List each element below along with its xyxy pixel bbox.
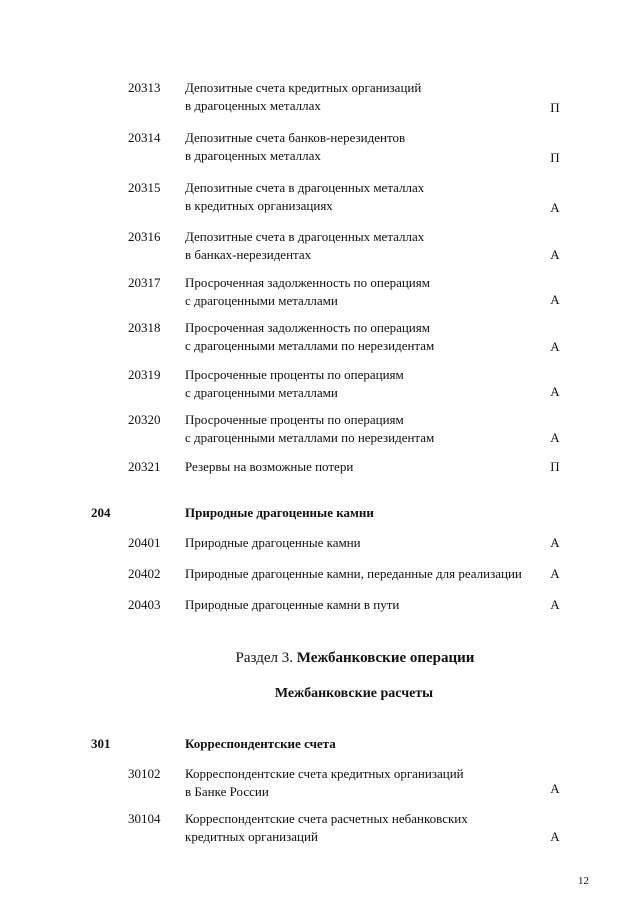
account-type: А <box>550 247 560 262</box>
account-description <box>185 765 530 801</box>
description-line: с драгоценными металлами по нерезидентам <box>185 338 435 353</box>
account-code: 20316 <box>128 229 161 244</box>
account-type: А <box>550 292 560 307</box>
description-line: в кредитных организациях <box>185 198 333 213</box>
account-type: А <box>550 597 560 612</box>
subsection-title: Межбанковские расчеты <box>274 686 434 701</box>
account-description <box>185 79 530 115</box>
account-code: 20318 <box>128 320 161 335</box>
section-title: Межбанковские операции <box>296 650 475 666</box>
description-line: Просроченная задолженность по операциям <box>185 320 430 335</box>
account-type: П <box>550 150 560 165</box>
description-line: с драгоценными металлами по нерезидентам <box>185 430 435 445</box>
account-type: А <box>550 200 560 215</box>
group-title-text: Корреспондентские счета <box>185 736 336 751</box>
account-description <box>185 565 530 583</box>
account-code: 20317 <box>128 275 161 290</box>
description-line: с драгоценными металлами <box>185 293 338 308</box>
group-title <box>185 504 530 522</box>
account-code: 20320 <box>128 412 161 427</box>
group-title-text: Природные драгоценные камни <box>185 505 374 520</box>
section-heading <box>0 648 640 668</box>
description-line: кредитных организаций <box>185 829 318 844</box>
account-description <box>185 810 530 846</box>
account-type: П <box>550 459 560 474</box>
group-title <box>185 735 530 753</box>
description-line: с драгоценными металлами <box>185 385 338 400</box>
group-code: 301 <box>91 736 111 751</box>
description-line: Просроченные проценты по операциям <box>185 412 404 427</box>
account-code: 20401 <box>128 535 161 550</box>
description-line: Природные драгоценные камни, переданные для реализации <box>185 566 522 581</box>
account-code: 20315 <box>128 180 161 195</box>
account-type: А <box>550 339 560 354</box>
account-type: А <box>550 430 560 445</box>
page-number: 12 <box>578 875 589 887</box>
account-type: А <box>550 535 560 550</box>
account-code: 20314 <box>128 130 161 145</box>
description-line: Природные драгоценные камни <box>185 535 361 550</box>
account-description <box>185 596 530 614</box>
section-prefix: Раздел 3. <box>235 650 297 666</box>
description-line: в драгоценных металлах <box>185 98 321 113</box>
account-code: 20403 <box>128 597 161 612</box>
description-line: Депозитные счета банков-нерезидентов <box>185 130 406 145</box>
account-type: А <box>550 781 560 796</box>
description-line: Корреспондентские счета кредитных организаций <box>185 766 464 781</box>
account-type: А <box>550 566 560 581</box>
description-line: в драгоценных металлах <box>185 148 321 163</box>
account-description <box>185 366 530 402</box>
account-type: П <box>550 100 560 115</box>
description-line: в Банке России <box>185 784 269 799</box>
subsection-heading <box>0 684 640 704</box>
description-line: Депозитные счета в драгоценных металлах <box>185 229 425 244</box>
account-code: 20319 <box>128 367 161 382</box>
account-description <box>185 534 530 552</box>
account-type: А <box>550 829 560 844</box>
account-code: 20313 <box>128 80 161 95</box>
group-code: 204 <box>91 505 111 520</box>
description-line: Просроченная задолженность по операциям <box>185 275 430 290</box>
account-code: 30102 <box>128 766 161 781</box>
description-line: Природные драгоценные камни в пути <box>185 597 400 612</box>
account-description <box>185 129 530 165</box>
description-line: Просроченные проценты по операциям <box>185 367 404 382</box>
account-description <box>185 274 530 310</box>
description-line: Резервы на возможные потери <box>185 459 354 474</box>
account-description <box>185 319 530 355</box>
account-code: 30104 <box>128 811 161 826</box>
account-code: 20402 <box>128 566 161 581</box>
account-description <box>185 411 530 447</box>
account-code: 20321 <box>128 459 161 474</box>
account-description <box>185 458 530 476</box>
description-line: в банках-нерезидентах <box>185 247 312 262</box>
description-line: Депозитные счета кредитных организаций <box>185 80 422 95</box>
description-line: Депозитные счета в драгоценных металлах <box>185 180 425 195</box>
account-type: А <box>550 384 560 399</box>
account-description <box>185 228 530 264</box>
account-description <box>185 179 530 215</box>
description-line: Корреспондентские счета расчетных небанковских <box>185 811 468 826</box>
